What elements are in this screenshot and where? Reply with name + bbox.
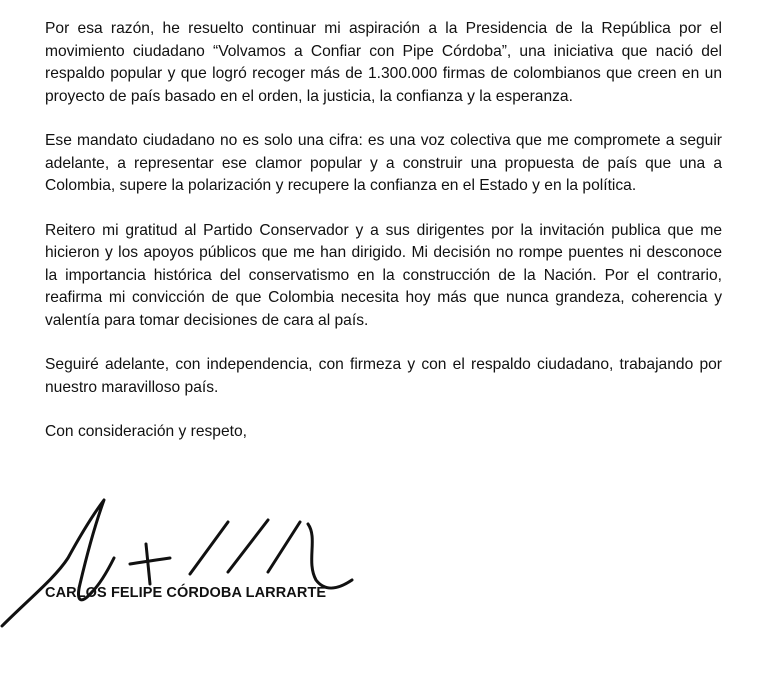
signer-name: CARLOS FELIPE CÓRDOBA LARRARTE	[45, 585, 327, 601]
paragraph-2: Ese mandato ciudadano no es solo una cifra: es una voz colectiva que me compromete a seguir adelante, a representar ese clamor popular y a construir una propuesta de país que una a Colombia, supere la polarización y recupere la confianza en el Estado y en la política.	[45, 132, 722, 194]
closing-line: Con consideración y respeto,	[45, 423, 247, 440]
paragraph-1: Por esa razón, he resuelto continuar mi aspiración a la Presidencia de la República por el movimiento ciudadano “Volvamos a Confiar con Pipe Córdoba”, una iniciativa que nació del respaldo popular y que logró recoger más de 1.300.000 firmas de colombianos que creen en un proyecto de país basado en el orden, la justicia, la confianza y la esperanza.	[45, 20, 722, 105]
paragraph-3: Reitero mi gratitud al Partido Conservador y a sus dirigentes por la invitación publica que me hicieron y los apoyos públicos que me han dirigido. Mi decisión no rompe puentes ni desconoce la importancia histórica del conservatismo en la construcción de la Nación. Por el contrario, reafirma mi convicción de que Colombia necesita hoy más que nunca grandeza, coherencia y valentía para tomar decisiones de cara al país.	[45, 221, 722, 329]
letter-body	[45, 18, 722, 444]
paragraph-4: Seguiré adelante, con independencia, con firmeza y con el respaldo ciudadano, trabajando por nuestro maravilloso país.	[45, 356, 722, 396]
handwritten-signature	[0, 488, 370, 638]
